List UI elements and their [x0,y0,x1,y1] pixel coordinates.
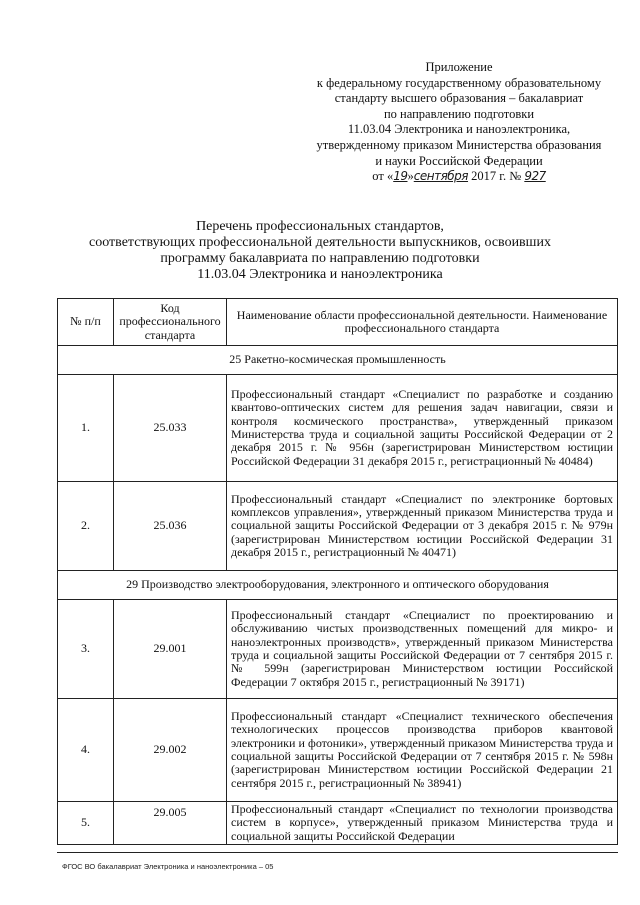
standard-code: 29.001 [114,600,227,699]
table-row [58,600,618,699]
title-line: Перечень профессиональных стандартов, [196,219,444,234]
section-title: 25 Ракетно-космическая промышленность [58,346,618,375]
standard-description [227,600,618,699]
row-number: 2. [58,482,114,571]
table-cut-line [57,852,618,853]
date-prefix: от « [372,169,394,184]
section-row [58,571,618,600]
row-number: 5. [58,802,114,845]
header-line: по направлению подготовки [383,106,535,121]
date-day-handwritten: 19 [393,169,408,184]
standards-table [57,298,618,845]
table-row [58,482,618,571]
description-text: Профессиональный стандарт «Специалист по технологии производства систем в корпусе», утвержденный приказом Министерства труда и социальной защиты Российской Федерации [231,802,613,843]
order-date-line [300,169,618,185]
appendix-header [300,60,618,185]
standard-description [227,699,618,802]
header-code: Код профессионального стандарта [114,299,227,346]
date-mid: » [407,169,414,184]
header-line: утвержденному приказом Министерства образования [316,137,602,152]
date-year: 2017 г. № [471,169,522,184]
description-text: Профессиональный стандарт «Специалист технического обеспечения технологических процессов производства приборов квантовой электроники и фотоники», утвержденный приказом Министерства труда и социальной защиты Российской Федерации от 7 сентября 2015 г. № 598н (зарегистрирован Министерством юстиции Российской Федерации 21 сентября 2015 г., [231,709,613,790]
table-row [58,802,618,845]
document-title [60,219,580,283]
standard-code: 25.033 [114,375,227,482]
description-last-line: регистрационный № 38941) [319,775,462,790]
header-line: стандарту высшего образования – бакалавриат [334,91,584,106]
description-last-line: регистрационный № 39171) [382,674,525,689]
standard-code: 29.005 [114,802,227,845]
title-line: соответствующих профессиональной деятельности выпускников, освоивших [89,235,551,250]
description-text: Профессиональный стандарт «Специалист по электронике бортовых комплексов управления», утвержденный приказом Министерства труда и социальной защиты Российской Федерации от 3 декабря 2015 г. № 979н (зарегистрирован Министерством юстиции Российской Федерации 31 декабря 2015 г., [231,491,613,559]
standard-code: 29.002 [114,699,227,802]
description-text: Профессиональный стандарт «Специалист по проектированию и обслуживанию чистых производственных помещений для микро- и наноэлектронных производств», утвержденный приказом Министерства труда и социальной защиты Российской Федерации от 7 сентября 2015 г. № 599н (зарегистрирован Министерством юстиции Российской Федерации 7 октября 2015 г., [231,608,613,689]
description-last-line: регистрационный № 40471) [313,544,456,559]
table-row [58,375,618,482]
standard-code: 25.036 [114,482,227,571]
section-row [58,346,618,375]
header-line: к федеральному государственному образовательному [316,75,602,90]
table-row [58,699,618,802]
header-line: Приложение [425,60,493,74]
row-number: 1. [58,375,114,482]
standard-description [227,802,618,845]
header-line: 11.03.04 Электроника и наноэлектроника, [347,122,571,137]
title-line: 11.03.04 Электроника и наноэлектроника [197,267,443,282]
date-month-handwritten: сентября [413,169,469,184]
row-number: 4. [58,699,114,802]
section-title: 29 Производство электрооборудования, электронного и оптического оборудования [58,571,618,600]
order-number-handwritten: 927 [524,169,546,184]
description-last-line: 31 декабря 2015 г., регистрационный № 40484) [352,453,593,468]
standard-description [227,482,618,571]
header-name: Наименование области профессиональной деятельности. Наименование профессионального стандарта [227,299,618,346]
title-line: программу бакалавриата по направлению подготовки [160,251,480,266]
row-number: 3. [58,600,114,699]
table-header-row [58,299,618,346]
page-cut-mask [57,850,618,905]
header-num: № п/п [58,299,114,346]
standard-description [227,375,618,482]
description-text: Профессиональный стандарт «Специалист по разработке и созданию квантово-оптических систем для решения задач навигации, связи и контроля космического пространства», утвержденный приказом Министерства труда и социальной защиты Российской Федерации от 2 декабря 2015 г. № 956н (зарегистрирован Министерством юстиции Российской Федерации [231,387,613,468]
header-line: и науки Российской Федерации [375,153,543,168]
page-footer: ФГОС ВО бакалавриат Электроника и наноэлектроника – 05 [62,862,274,871]
